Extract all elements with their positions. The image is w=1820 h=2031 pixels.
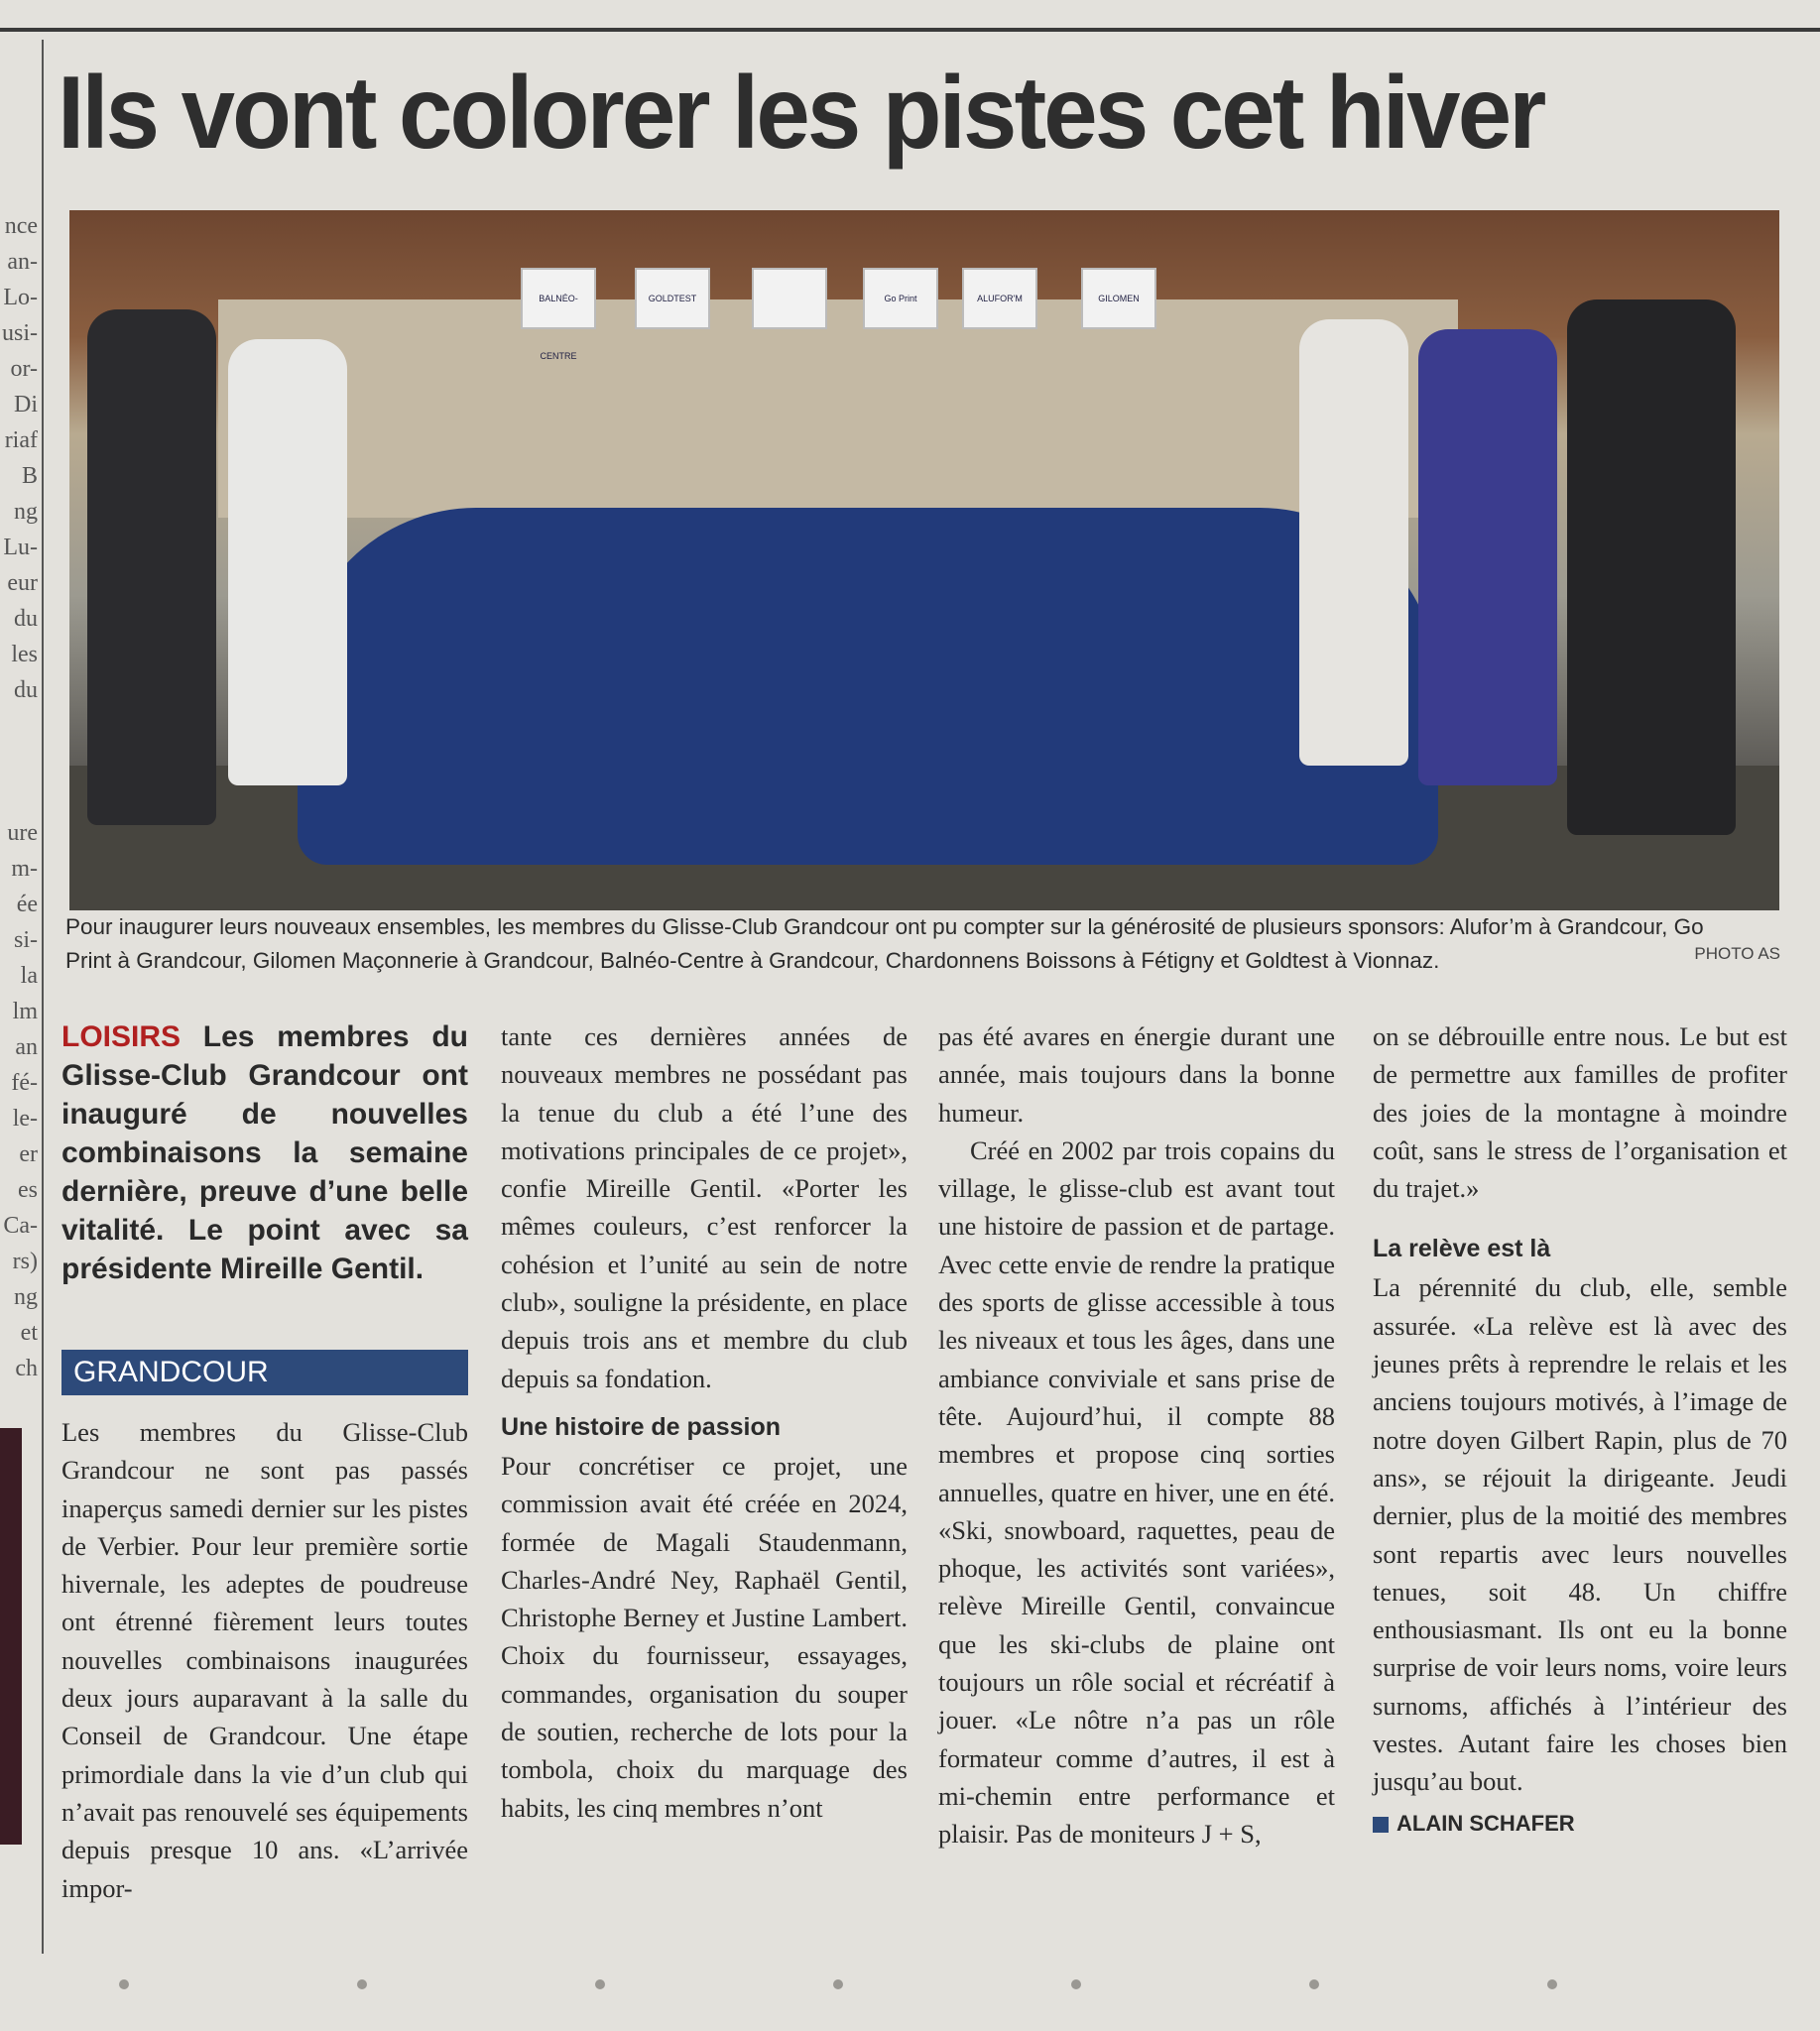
- photo-caption: Pour inaugurer leurs nouveaux ensembles, les membres du Glisse-Club Grandcour ont pu compter sur la générosité de plusieurs sponsors: Alufor’m à Grandcour, Go Print à Grandcour, Gilomen Maçonnerie à Grandcour, Balnéo-Centre à Grandcour, Chardonnens Boissons à Fétigny et Goldtest à Vionnaz.: [65, 914, 1704, 973]
- headline: Ils vont colorer les pistes cet hiver: [58, 56, 1544, 171]
- column-4: [1373, 1017, 1787, 1843]
- sponsor-board: ALUFOR'M: [962, 268, 1037, 329]
- adjacent-text-fragment: ée: [16, 892, 38, 917]
- photo-credit: PHOTO AS: [1694, 944, 1780, 963]
- body-paragraph: Les membres du Glisse-Club Grandcour ne sont pas passés inaperçus samedi dernier sur les pistes de Verbier. Pour leur première sortie hivernale, les adeptes de poudreuse ont étrenné fièrement leurs toutes nouvelles combinaisons inaugurées deux jours auparavant à la salle du Conseil de Grandcour. Une étape primordiale dans la vie d’un club qui n’avait pas renouvelé ses équipements depuis presque 10 ans. «L’arrivée impor-: [61, 1417, 468, 1903]
- body-paragraph: Créé en 2002 par trois copains du village, le glisse-club est avant tout une histoire de passion et de partage. Avec cette envie de rendre la pratique des sports de glisse accessible à tous les niveaux et tous les âges, dans une ambiance conviviale et sans prise de tête. Aujourd’hui, il compte 88 membres et propose cinq sorties annuelles, quatre en hiver, une en été. «Ski, snowboard, raquettes, peau de phoque, les activités sont variées», relève Mireille Gentil, convaincue que les ski-clubs de plaine ont toujours un rôle social et récréatif à jouer. «Le nôtre n’a pas un rôle formateur comme d’autres, il est à mi-chemin entre performance et plaisir. Pas de moniteurs J + S,: [938, 1135, 1335, 1850]
- adjacent-text-fragment: la: [20, 963, 38, 989]
- adjacent-text-fragment: ch: [15, 1356, 38, 1381]
- adjacent-text-fragment: le-: [12, 1106, 38, 1132]
- sponsor-board: [752, 268, 827, 329]
- photo-wall: [218, 299, 1458, 518]
- adjacent-text-fragment: ng: [14, 1284, 38, 1310]
- sponsor-board: GOLDTEST: [635, 268, 710, 329]
- photo-person-right-white: [1299, 319, 1408, 766]
- photo-person-left-white: [228, 339, 347, 785]
- sponsor-board: GILOMEN: [1081, 268, 1156, 329]
- adjacent-text-fragment: si-: [14, 927, 38, 953]
- adjacent-text-fragment: nce: [4, 213, 38, 239]
- adjacent-text-fragment: B: [21, 463, 38, 489]
- section-label: GRANDCOUR: [61, 1350, 468, 1395]
- column-2: [501, 1017, 908, 1827]
- adjacent-text-fragment: ure: [7, 820, 38, 846]
- adjacent-text-fragment: Ca-: [3, 1213, 38, 1239]
- adjacent-text-fragment: es: [18, 1177, 38, 1203]
- byline-square-icon: [1373, 1817, 1389, 1833]
- photo-group-members: [298, 508, 1438, 865]
- adjacent-photo-fragment: [0, 1428, 22, 1845]
- adjacent-text-fragment: an-: [7, 249, 38, 275]
- subheading: La relève est là: [1373, 1235, 1551, 1263]
- photo-person-right-blue: [1418, 329, 1557, 785]
- group-photo: [69, 210, 1779, 910]
- column-1: [61, 1017, 468, 1907]
- lead-text: Les membres du Glisse-Club Grandcour ont inauguré de nouvelles combinaisons la semaine dernière, preuve d’une belle vitalité. Le point avec sa présidente Mireille Gentil.: [61, 1020, 468, 1285]
- adjacent-text-fragment: et: [20, 1320, 38, 1346]
- adjacent-text-fragment: du: [14, 606, 38, 632]
- adjacent-text-fragment: m-: [11, 856, 38, 882]
- adjacent-text-fragment: Lu-: [3, 535, 38, 560]
- adjacent-text-fragment: an: [15, 1034, 38, 1060]
- top-rule: [0, 28, 1820, 32]
- subheading: Une histoire de passion: [501, 1412, 782, 1441]
- body-paragraph: Pour concrétiser ce projet, une commission avait été créée en 2024, formée de Magali Staudenmann, Charles-André Ney, Raphaël Gentil, Christophe Berney et Justine Lambert. Choix du fournisseur, essayages, commandes, organisation du souper de soutien, recherche de lots pour la tombola, choix du marquage des habits, les cinq membres n’ont: [501, 1450, 908, 1823]
- sponsor-board: BALNÉO-CENTRE: [521, 268, 596, 329]
- body-paragraph: tante ces dernières années de nouveaux membres ne possédant pas la tenue du club a été l’une des motivations principales de ce projet», confie Mireille Gentil. «Porter les mêmes couleurs, c’est renforcer la cohésion et l’unité au sein de notre club», souligne la présidente, en place depuis trois ans et membre du club depuis sa fondation.: [501, 1021, 908, 1393]
- author-name: ALAIN SCHAFER: [1396, 1810, 1575, 1836]
- body-paragraph: on se débrouille entre nous. Le but est de permettre aux familles de profiter des joies de la montagne à moindre coût, sans le stress de l’organisation et du trajet.»: [1373, 1021, 1787, 1204]
- adjacent-text-fragment: er: [19, 1141, 38, 1167]
- adjacent-text-fragment: riaf: [4, 427, 38, 453]
- adjacent-text-fragment: du: [14, 677, 38, 703]
- adjacent-text-fragment: ng: [14, 499, 38, 525]
- article-lead: [61, 1017, 468, 1288]
- author-byline: [1373, 1805, 1787, 1843]
- photo-person-right-black: [1567, 299, 1736, 835]
- adjacent-column-fragment: [0, 40, 44, 1954]
- adjacent-text-fragment: les: [11, 642, 38, 667]
- rubric-kicker: LOISIRS: [61, 1020, 182, 1053]
- adjacent-text-fragment: fé-: [11, 1070, 38, 1096]
- perforation-holes: [0, 1970, 1820, 2009]
- adjacent-text-fragment: or-: [10, 356, 38, 382]
- adjacent-text-fragment: rs): [12, 1249, 38, 1274]
- adjacent-text-fragment: lm: [12, 999, 38, 1024]
- adjacent-text-fragment: eur: [7, 570, 38, 596]
- column-3: [938, 1017, 1335, 1853]
- body-paragraph: La pérennité du club, elle, semble assurée. «La relève est là avec des jeunes prêts à reprendre le relais et les anciens toujours motivés, à l’image de notre doyen Gilbert Rapin, plus de 70 ans», se réjouit la dirigeante. Jeudi dernier, plus de la moitié des membres sont repartis avec leurs nouvelles tenues, soit 48. Un chiffre enthousiasmant. Ils ont eu la bonne surprise de voir leurs noms, voire leurs surnoms, affichés à l’intérieur des vestes. Autant faire les choses bien jusqu’au bout.: [1373, 1272, 1787, 1797]
- photo-person-left: [87, 309, 216, 825]
- adjacent-text-fragment: Lo-: [3, 285, 38, 310]
- sponsor-board: Go Print: [863, 268, 938, 329]
- adjacent-text-fragment: usi-: [2, 320, 38, 346]
- body-paragraph: pas été avares en énergie durant une année, mais toujours dans la bonne humeur.: [938, 1021, 1335, 1128]
- adjacent-text-fragment: Di: [14, 392, 38, 418]
